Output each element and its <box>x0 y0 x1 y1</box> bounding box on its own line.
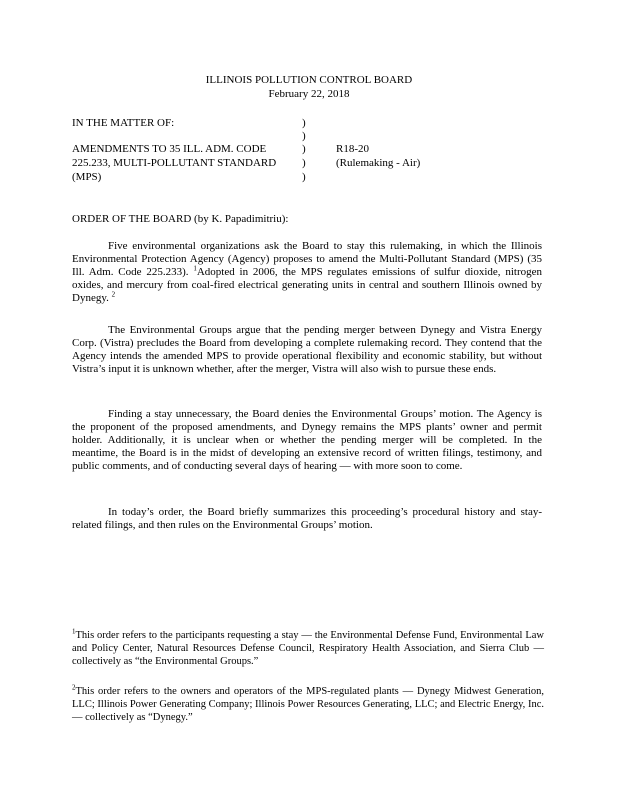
paragraph-1-part-a: Five environmental organizations ask the Board to stay this rulemaking, in which the Illinois Environmental Protection Agency (Agency) proposes to amend the Multi-Pollutant Standard (MPS) (35 Ill. Adm. Code 225.233). <box>72 240 542 278</box>
footnote-ref-1: 1 <box>193 264 197 273</box>
order-date: February 22, 2018 <box>268 88 350 100</box>
caption-title-line-3: (MPS) <box>72 171 102 183</box>
caption-paren: ) <box>302 157 306 169</box>
footnote-1-text: This order refers to the participants requesting a stay — the Environmental Defense Fund, Environmental Law and Policy Center, Natural Resources Defense Council, Respiratory Health Association, and Sierra Club — collectively as “the Environmental Groups.” <box>72 630 544 667</box>
paragraph-4: In today’s order, the Board briefly summarizes this proceeding’s procedural history and stay-related filings, and then rules on the Environmental Groups’ motion. <box>72 506 542 531</box>
footnote-2-text: This order refers to the owners and operators of the MPS-regulated plants — Dynegy Midwest Generation, LLC; Illinois Power Generating Company; Illinois Power Resources Generating, LLC; and Electric Energy, Inc. — collectively as “Dynegy.” <box>72 686 544 723</box>
paragraph-1 <box>72 240 542 305</box>
caption-paren: ) <box>302 143 306 155</box>
caption-paren: ) <box>302 117 306 129</box>
caption-paren: ) <box>302 130 306 142</box>
caption-title-line-2: 225.233, MULTI-POLLUTANT STANDARD <box>72 157 277 169</box>
board-name: ILLINOIS POLLUTION CONTROL BOARD <box>205 74 413 86</box>
footnote-1 <box>72 629 544 668</box>
case-number: R18-20 <box>336 143 369 155</box>
order-heading: ORDER OF THE BOARD (by K. Papadimitriu): <box>72 213 289 225</box>
footnote-1-mark: 1 <box>72 627 76 636</box>
footnote-2 <box>72 685 544 724</box>
caption-title-line-1: AMENDMENTS TO 35 ILL. ADM. CODE <box>72 143 267 155</box>
paragraph-1-part-b: Adopted in 2006, the MPS regulates emissions of sulfur dioxide, nitrogen oxides, and mercury from coal-fired electrical generating units in central and southern Illinois owned by Dynegy. <box>72 266 543 304</box>
in-the-matter-label: IN THE MATTER OF: <box>72 117 175 129</box>
case-type: (Rulemaking - Air) <box>336 157 421 169</box>
footnote-ref-2: 2 <box>111 290 116 299</box>
paragraph-2: The Environmental Groups argue that the pending merger between Dynegy and Vistra Energy Corp. (Vistra) precludes the Board from developing a complete rulemaking record. They contend that the Agency intends the amended MPS to provide operational flexibility and economic stability, but without Vistra’s input it is unknown whether, after the merger, Vistra will also wish to pursue these ends. <box>72 324 542 375</box>
footnote-2-mark: 2 <box>72 683 76 692</box>
caption-paren: ) <box>302 171 306 183</box>
paragraph-3: Finding a stay unnecessary, the Board denies the Environmental Groups’ motion. The Agency is the proponent of the proposed amendments, and Dynegy remains the MPS plants’ owner and permit holder. Additionally, it is unclear when or whether the pending merger will be completed. In the meantime, the Board is in the midst of developing an extensive record of written filings, testimony, and public comments, and of conducting several days of hearing — with more soon to come. <box>72 408 542 472</box>
